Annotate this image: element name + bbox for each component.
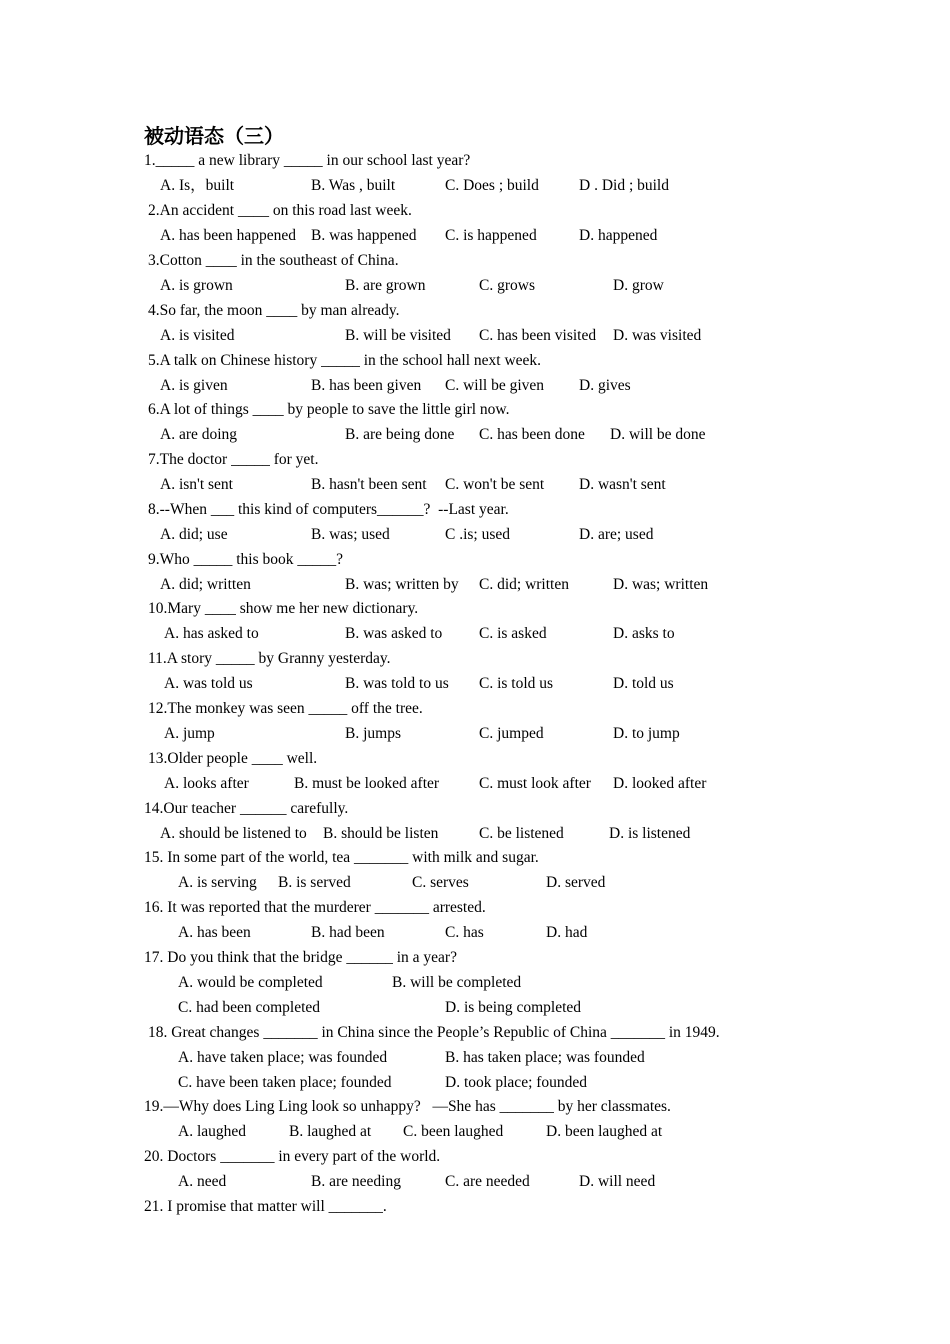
question-9: 9.Who _____ this book _____? [148,551,344,568]
q18-option-d: D. took place; founded [445,1074,588,1091]
q16-option-c: C. has [445,924,484,941]
q3-option-b: B. are grown [345,277,426,294]
question-2: 2.An accident ____ on this road last week. [148,202,412,219]
q14-option-b: B. should be listen [323,825,439,842]
q4-option-d: D. was visited [613,327,702,344]
q2-option-c: C. is happened [445,227,537,244]
page-title: 被动语态（三） [144,124,284,148]
q7-option-a: A. isn't sent [160,476,233,493]
q3-option-a: A. is grown [160,277,233,294]
q11-option-a: A. was told us [164,675,253,692]
q17-option-b: B. will be completed [392,974,522,991]
q17-option-d: D. is being completed [445,999,582,1016]
q3-option-c: C. grows [479,277,535,294]
q13-option-b: B. must be looked after [294,775,440,792]
q14-option-d: D. is listened [609,825,691,842]
question-18: 18. Great changes _______ in China since the People’s Republic of China _______ in 1949. [148,1024,720,1041]
q16-option-a: A. has been [178,924,251,941]
q19-option-d: D. been laughed at [546,1123,663,1140]
q3-option-d: D. grow [613,277,664,294]
q6-option-c: C. has been done [479,426,585,443]
question-15: 15. In some part of the world, tea _______ with milk and sugar. [144,849,539,866]
q8-option-a: A. did; use [160,526,228,543]
question-16: 16. It was reported that the murderer _______ arrested. [144,899,486,916]
q8-option-d: D. are; used [579,526,654,543]
question-20: 20. Doctors _______ in every part of the world. [144,1148,441,1165]
q5-option-d: D. gives [579,377,631,394]
q6-option-a: A. are doing [160,426,238,443]
q14-option-a: A. should be listened to [160,825,307,842]
q14-option-c: C. be listened [479,825,564,842]
q18-option-b: B. has taken place; was founded [445,1049,645,1066]
question-14: 14.Our teacher ______ carefully. [144,800,349,817]
question-3: 3.Cotton ____ in the southeast of China. [148,252,399,269]
question-5: 5.A talk on Chinese history _____ in the school hall next week. [148,352,542,369]
q7-option-b: B. hasn't been sent [311,476,427,493]
q5-option-b: B. has been given [311,377,422,394]
q15-option-d: D. served [546,874,606,891]
q16-option-b: B. had been [311,924,385,941]
q8-option-c: C .is; used [445,526,511,543]
q11-option-d: D. told us [613,675,674,692]
q4-option-c: C. has been visited [479,327,597,344]
q1-option-d: D . Did ; build [579,177,669,194]
q2-option-a: A. has been happened [160,227,297,244]
q11-option-c: C. is told us [479,675,554,692]
q4-option-a: A. is visited [160,327,235,344]
q20-option-d: D. will need [579,1173,656,1190]
q13-option-d: D. looked after [613,775,707,792]
q5-option-c: C. will be given [445,377,545,394]
q13-option-c: C. must look after [479,775,591,792]
q20-option-b: B. are needing [311,1173,401,1190]
q6-option-d: D. will be done [610,426,706,443]
q15-option-b: B. is served [278,874,351,891]
q19-option-c: C. been laughed [403,1123,504,1140]
q18-option-a: A. have taken place; was founded [178,1049,388,1066]
q1-option-b: B. Was , built [311,177,396,194]
q9-option-b: B. was; written by [345,576,459,593]
q9-option-a: A. did; written [160,576,251,593]
q10-option-d: D. asks to [613,625,675,642]
q15-option-a: A. is serving [178,874,257,891]
q11-option-b: B. was told to us [345,675,449,692]
q2-option-b: B. was happened [311,227,417,244]
q1-option-c: C. Does ; build [445,177,539,194]
question-13: 13.Older people ____ well. [148,750,318,767]
q20-option-c: C. are needed [445,1173,530,1190]
q9-option-d: D. was; written [613,576,709,593]
q19-option-b: B. laughed at [289,1123,372,1140]
q16-option-d: D. had [546,924,588,941]
q7-option-c: C. won't be sent [445,476,545,493]
question-17: 17. Do you think that the bridge ______ in a year? [144,949,457,966]
q12-option-a: A. jump [164,725,215,742]
question-12: 12.The monkey was seen _____ off the tree. [148,700,423,717]
question-19: 19.—Why does Ling Ling look so unhappy? —She has _______ by her classmates. [144,1098,671,1115]
q10-option-a: A. has asked to [164,625,259,642]
q10-option-b: B. was asked to [345,625,443,642]
q7-option-d: D. wasn't sent [579,476,666,493]
question-21: 21. I promise that matter will _______. [144,1198,387,1215]
q5-option-a: A. is given [160,377,228,394]
question-1: 1._____ a new library _____ in our school last year? [144,152,471,169]
q18-option-c: C. have been taken place; founded [178,1074,392,1091]
question-4: 4.So far, the moon ____ by man already. [148,302,400,319]
q12-option-d: D. to jump [613,725,680,742]
question-7: 7.The doctor _____ for yet. [148,451,319,468]
q13-option-a: A. looks after [164,775,249,792]
q8-option-b: B. was; used [311,526,390,543]
question-10: 10.Mary ____ show me her new dictionary. [148,600,419,617]
q20-option-a: A. need [178,1173,227,1190]
q4-option-b: B. will be visited [345,327,451,344]
q17-option-c: C. had been completed [178,999,321,1016]
q12-option-b: B. jumps [345,725,401,742]
q15-option-c: C. serves [412,874,469,891]
question-11: 11.A story _____ by Granny yesterday. [148,650,391,667]
q10-option-c: C. is asked [479,625,547,642]
q9-option-c: C. did; written [479,576,569,593]
question-6: 6.A lot of things ____ by people to save the little girl now. [148,401,510,418]
q2-option-d: D. happened [579,227,658,244]
q1-option-a: A. Is，built [160,177,235,194]
q19-option-a: A. laughed [178,1123,247,1140]
q17-option-a: A. would be completed [178,974,323,991]
question-8: 8.--When ___ this kind of computers______? --Last year. [148,501,509,518]
q12-option-c: C. jumped [479,725,544,742]
q6-option-b: B. are being done [345,426,455,443]
